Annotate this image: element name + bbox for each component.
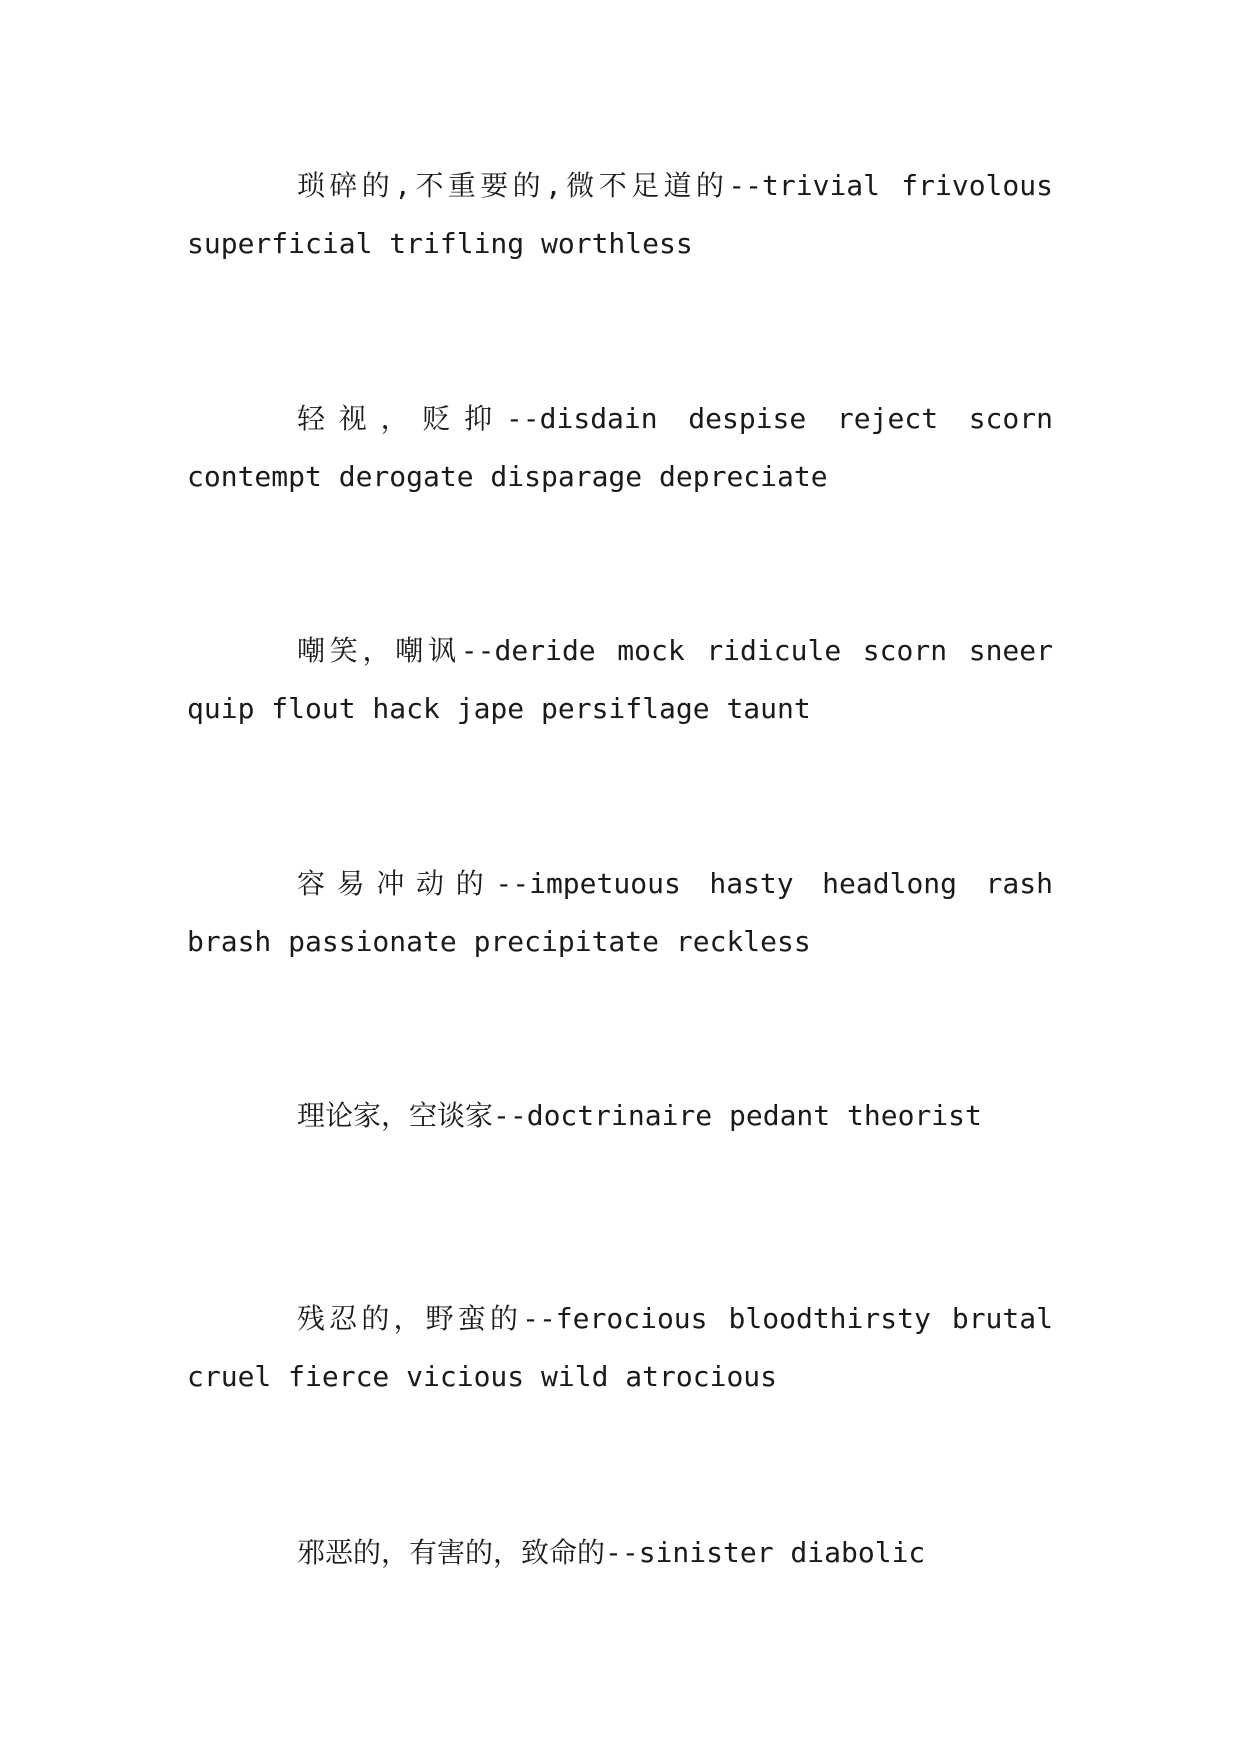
vocab-entry-deride: 嘲笑，嘲讽--deride mock ridicule scorn sneer quip flout hack jape persiflage taunt — [187, 634, 1053, 725]
vocab-entry-doctrinaire: 理论家，空谈家--doctrinaire pedant theorist — [297, 1099, 982, 1132]
vocab-entry-ferocious: 残忍的，野蛮的--ferocious bloodthirsty brutal cruel fierce vicious wild atrocious — [187, 1302, 1053, 1393]
vocab-entry-impetuous: 容易冲动的--impetuous hasty headlong rash brash passionate precipitate reckless — [187, 867, 1053, 958]
vocab-entry-disdain: 轻视，贬抑--disdain despise reject scorn contempt derogate disparage depreciate — [187, 402, 1053, 493]
vocab-entry-trivial: 琐碎的,不重要的,微不足道的--trivial frivolous superficial trifling worthless — [187, 169, 1053, 260]
vocab-entry-sinister: 邪恶的，有害的，致命的--sinister diabolic — [297, 1536, 926, 1569]
